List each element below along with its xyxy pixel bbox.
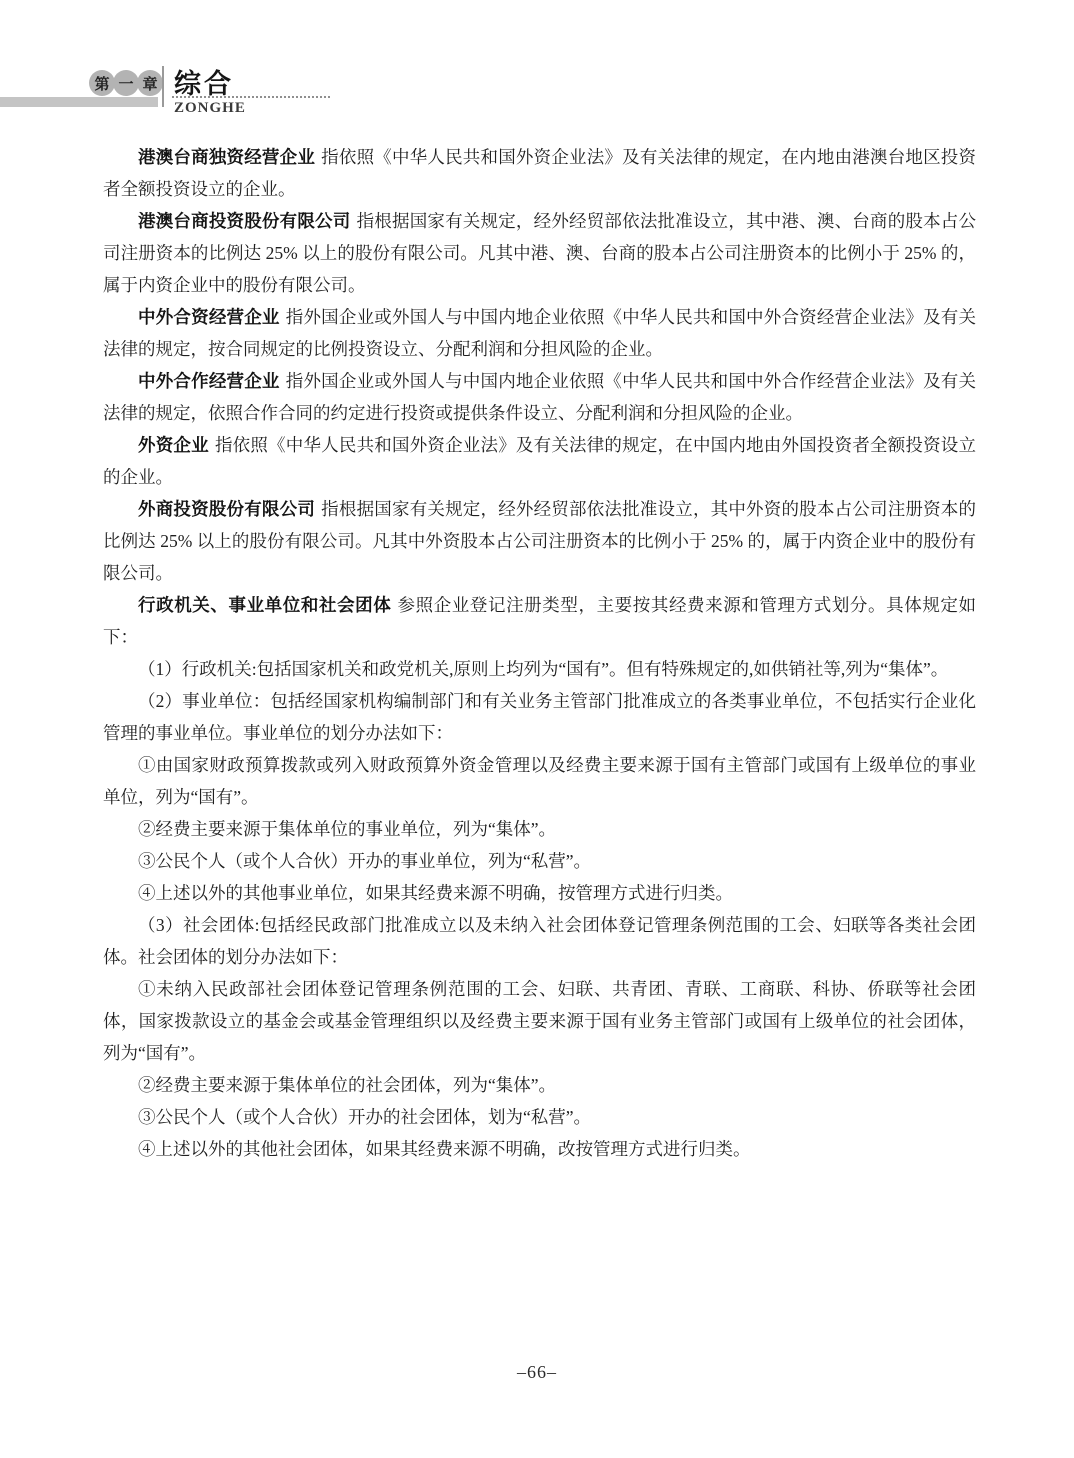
- paragraph-text: 指外国企业或外国人与中国内地企业依照《中华人民共和国中外合作经营企业法》及有关法律的规定，依照合作合同的约定进行投资或提供条件设立、分配利润和分担风险的企业。: [103, 371, 977, 423]
- term-label: 港澳台商独资经营企业: [138, 147, 316, 167]
- title-dotted-rule: [172, 96, 330, 98]
- paragraph: [103, 365, 976, 429]
- paragraph: [103, 845, 976, 877]
- paragraph: [103, 141, 976, 205]
- paragraph-text: ①由国家财政预算拨款或列入财政预算外资金管理以及经费主要来源于国有主管部门或国有上级单位的事业单位，列为“国有”。: [103, 755, 976, 807]
- body-text: [103, 141, 976, 1165]
- chapter-badge-circle: 一: [113, 70, 139, 96]
- paragraph-text: ②经费主要来源于集体单位的社会团体，列为“集体”。: [138, 1075, 557, 1095]
- paragraph-text: （1）行政机关:包括国家机关和政党机关,原则上均列为“国有”。但有特殊规定的,如供销社等,列为“集体”。: [138, 659, 949, 679]
- header-gray-bar: [0, 97, 158, 107]
- paragraph: [103, 301, 976, 365]
- chapter-badge-circle: 第: [89, 70, 115, 96]
- paragraph-text: ③公民个人（或个人合伙）开办的事业单位，列为“私营”。: [138, 851, 592, 871]
- paragraph: [103, 493, 976, 589]
- paragraph: [103, 429, 976, 493]
- term-label: 中外合资经营企业: [138, 307, 280, 327]
- paragraph-text: 指外国企业或外国人与中国内地企业依照《中华人民共和国中外合资经营企业法》及有关法律的规定，按合同规定的比例投资设立、分配利润和分担风险的企业。: [103, 307, 977, 359]
- paragraph: [103, 1069, 976, 1101]
- paragraph-text: 指根据国家有关规定，经外经贸部依法批准设立，其中外资的股本占公司注册资本的比例达 25% 以上的股份有限公司。凡其中外资股本占公司注册资本的比例小于 25% 的，属于内资企业中的股份有限公司。: [103, 499, 977, 583]
- paragraph: [103, 653, 976, 685]
- paragraph-text: ④上述以外的其他事业单位，如果其经费来源不明确，按管理方式进行归类。: [138, 883, 733, 903]
- term-label: 外商投资股份有限公司: [138, 499, 316, 519]
- paragraph: [103, 1133, 976, 1165]
- title-separator-line: [162, 66, 164, 107]
- paragraph-text: （2）事业单位：包括经国家机构编制部门和有关业务主管部门批准成立的各类事业单位，不包括实行企业化管理的事业单位。事业单位的划分办法如下：: [103, 691, 976, 743]
- paragraph: [103, 205, 976, 301]
- paragraph-text: 指根据国家有关规定，经外经贸部依法批准设立，其中港、澳、台商的股本占公司注册资本的比例达 25% 以上的股份有限公司。凡其中港、澳、台商的股本占公司注册资本的比例小于 25% 的，属于内资企业中的股份有限公司。: [103, 211, 977, 295]
- paragraph: [103, 589, 976, 653]
- paragraph-text: ①未纳入民政部社会团体登记管理条例范围的工会、妇联、共青团、青联、工商联、科协、侨联等社会团体，国家拨款设立的基金会或基金管理组织以及经费主要来源于国有业务主管部门或国有上级单位的社会团体，列为“国有”。: [103, 979, 976, 1063]
- term-label: 外资企业: [138, 435, 209, 455]
- term-label: 港澳台商投资股份有限公司: [138, 211, 351, 231]
- paragraph-text: 参照企业登记注册类型，主要按其经费来源和管理方式划分。具体规定如下：: [103, 595, 977, 647]
- paragraph: [103, 749, 976, 813]
- paragraph: [103, 813, 976, 845]
- paragraph: [103, 685, 976, 749]
- paragraph: [103, 1101, 976, 1133]
- term-label: 行政机关、事业单位和社会团体: [138, 595, 392, 615]
- term-label: 中外合作经营企业: [138, 371, 280, 391]
- paragraph-text: （3）社会团体:包括经民政部门批准成立以及未纳入社会团体登记管理条例范围的工会、妇联等各类社会团体。社会团体的划分办法如下：: [103, 915, 976, 967]
- paragraph-text: ③公民个人（或个人合伙）开办的社会团体，划为“私营”。: [138, 1107, 592, 1127]
- paragraph: [103, 909, 976, 973]
- paragraph-text: ④上述以外的其他社会团体，如果其经费来源不明确，改按管理方式进行归类。: [138, 1139, 751, 1159]
- paragraph-text: ②经费主要来源于集体单位的事业单位，列为“集体”。: [138, 819, 557, 839]
- paragraph-text: 指依照《中华人民共和国外资企业法》及有关法律的规定，在中国内地由外国投资者全额投资设立的企业。: [103, 435, 977, 487]
- chapter-badge-circle: 章: [137, 70, 163, 96]
- page-number: –66–: [517, 1362, 557, 1382]
- chapter-badge: [89, 70, 161, 96]
- page-subtitle: ZONGHE: [174, 100, 246, 116]
- paragraph: [103, 973, 976, 1069]
- paragraph-text: 指依照《中华人民共和国外资企业法》及有关法律的规定，在内地由港澳台地区投资者全额投资设立的企业。: [103, 147, 977, 199]
- page-title: 综合: [174, 69, 234, 99]
- paragraph: [103, 877, 976, 909]
